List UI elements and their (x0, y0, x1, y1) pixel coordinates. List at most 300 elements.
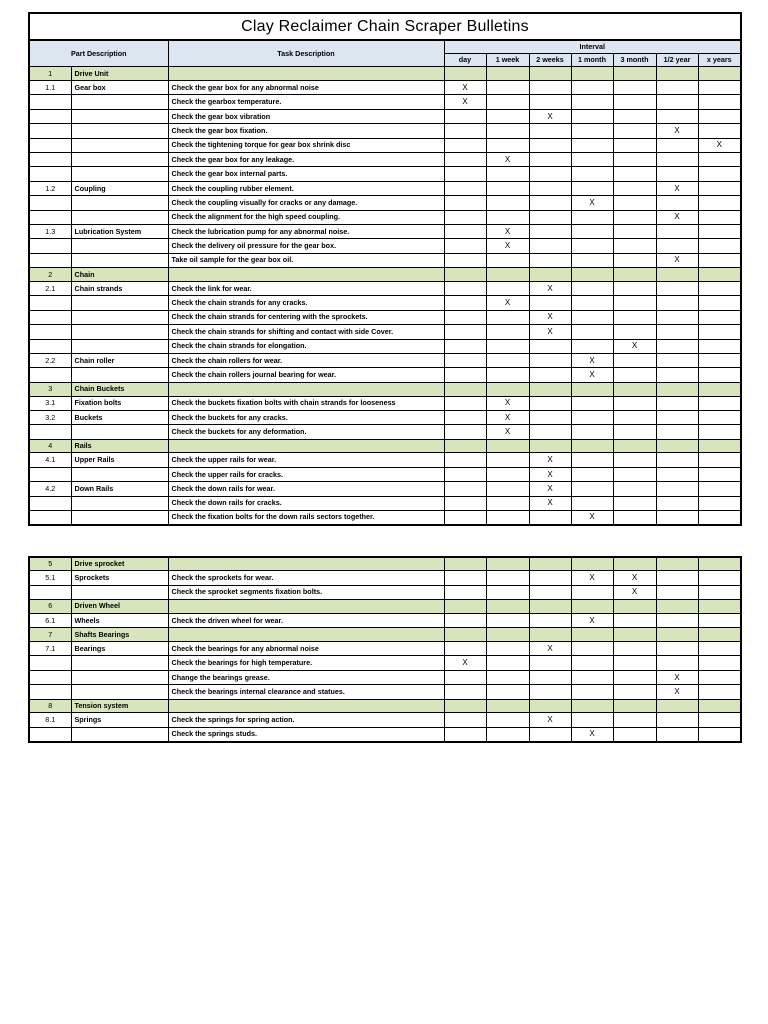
item-number (29, 496, 71, 510)
part-description (71, 325, 168, 339)
interval-cell (571, 339, 613, 353)
part-description (71, 210, 168, 224)
interval-cell (656, 353, 698, 367)
part-description (71, 109, 168, 123)
interval-cell (571, 67, 613, 81)
interval-cell (529, 557, 571, 571)
item-number (29, 253, 71, 267)
interval-cell (698, 167, 741, 181)
interval-cell (444, 585, 486, 599)
item-number (29, 467, 71, 481)
interval-cell (656, 425, 698, 439)
interval-cell (529, 396, 571, 410)
part-description: Fixation bolts (71, 396, 168, 410)
interval-cell (656, 656, 698, 670)
interval-cell (698, 727, 741, 741)
part-description (71, 310, 168, 324)
part-description (71, 339, 168, 353)
interval-cell (529, 210, 571, 224)
interval-cell (529, 382, 571, 396)
interval-cell (529, 425, 571, 439)
interval-cell (656, 368, 698, 382)
interval-cell (698, 181, 741, 195)
interval-cell (444, 153, 486, 167)
interval-cell (571, 81, 613, 95)
part-description (71, 425, 168, 439)
task-description: Check the upper rails for cracks. (168, 467, 444, 481)
table-row (29, 225, 741, 239)
item-number (29, 368, 71, 382)
interval-3-month-header: 3 month (613, 54, 656, 67)
part-description: Bearings (71, 642, 168, 656)
interval-cell (529, 699, 571, 713)
table-row (29, 296, 741, 310)
interval-cell (571, 670, 613, 684)
task-description: Check the driven wheel for wear. (168, 613, 444, 627)
interval-cell (698, 482, 741, 496)
interval-2-weeks-header: 2 weeks (529, 54, 571, 67)
item-number (29, 425, 71, 439)
interval-cell (656, 382, 698, 396)
interval-cell (656, 138, 698, 152)
interval-cell (698, 439, 741, 453)
interval-mark: X (529, 496, 571, 510)
interval-cell (698, 713, 741, 727)
interval-cell (698, 699, 741, 713)
task-description (168, 557, 444, 571)
interval-cell (571, 210, 613, 224)
interval-cell (698, 210, 741, 224)
interval-cell (529, 670, 571, 684)
interval-cell (613, 699, 656, 713)
interval-cell (613, 713, 656, 727)
part-description: Coupling (71, 181, 168, 195)
interval-cell (613, 482, 656, 496)
interval-cell (613, 124, 656, 138)
interval-cell (486, 467, 529, 481)
section-row (29, 600, 741, 614)
item-number: 7 (29, 628, 71, 642)
task-description: Check the gear box fixation. (168, 124, 444, 138)
interval-cell (486, 511, 529, 525)
interval-cell (529, 685, 571, 699)
interval-cell (444, 181, 486, 195)
interval-cell (444, 699, 486, 713)
interval-cell (656, 281, 698, 295)
item-number (29, 656, 71, 670)
task-description (168, 699, 444, 713)
interval-cell (613, 685, 656, 699)
interval-mark: X (698, 138, 741, 152)
interval-cell (698, 353, 741, 367)
interval-mark: X (571, 511, 613, 525)
interval-cell (571, 310, 613, 324)
interval-mark: X (444, 656, 486, 670)
interval-mark: X (656, 685, 698, 699)
item-number (29, 239, 71, 253)
task-description: Check the chain strands for centering with the sprockets. (168, 310, 444, 324)
part-description: Chain roller (71, 353, 168, 367)
task-description (168, 439, 444, 453)
interval-cell (698, 396, 741, 410)
interval-cell (486, 138, 529, 152)
interval-cell (656, 628, 698, 642)
interval-cell (613, 196, 656, 210)
table-row (29, 81, 741, 95)
item-number: 2.1 (29, 281, 71, 295)
task-description: Check the gearbox temperature. (168, 95, 444, 109)
task-description: Check the buckets for any cracks. (168, 410, 444, 424)
interval-cell (613, 167, 656, 181)
interval-mark: X (529, 713, 571, 727)
table-row (29, 482, 741, 496)
part-description-header: Part Description (29, 40, 168, 67)
interval-cell (444, 713, 486, 727)
table-row (29, 181, 741, 195)
interval-cell (698, 310, 741, 324)
table-row (29, 353, 741, 367)
task-description: Check the buckets for any deformation. (168, 425, 444, 439)
interval-cell (529, 368, 571, 382)
interval-cell (698, 511, 741, 525)
interval-cell (698, 67, 741, 81)
interval-cell (529, 353, 571, 367)
interval-cell (656, 339, 698, 353)
interval-cell (529, 225, 571, 239)
part-description (71, 368, 168, 382)
interval-cell (486, 496, 529, 510)
part-description: Drive Unit (71, 67, 168, 81)
interval-mark: X (486, 410, 529, 424)
interval-1-month-header: 1 month (571, 54, 613, 67)
task-description: Check the gear box vibration (168, 109, 444, 123)
interval-mark: X (656, 670, 698, 684)
interval-cell (444, 670, 486, 684)
interval-cell (571, 557, 613, 571)
interval-cell (486, 181, 529, 195)
interval-cell (444, 368, 486, 382)
interval-cell (444, 281, 486, 295)
interval-cell (444, 410, 486, 424)
task-description (168, 628, 444, 642)
part-description: Drive sprocket (71, 557, 168, 571)
task-description: Check the chain strands for shifting and contact with side Cover. (168, 325, 444, 339)
part-description: Springs (71, 713, 168, 727)
interval-cell (571, 425, 613, 439)
interval-cell (444, 138, 486, 152)
item-number (29, 153, 71, 167)
interval-cell (444, 124, 486, 138)
interval-cell (698, 382, 741, 396)
interval-cell (656, 511, 698, 525)
interval-cell (486, 699, 529, 713)
task-description: Check the upper rails for wear. (168, 453, 444, 467)
part-description (71, 585, 168, 599)
interval-cell (486, 613, 529, 627)
interval-cell (698, 613, 741, 627)
interval-cell (444, 239, 486, 253)
table-row (29, 239, 741, 253)
interval-cell (571, 713, 613, 727)
interval-cell (698, 453, 741, 467)
interval-cell (444, 268, 486, 282)
interval-header: Interval (444, 40, 741, 54)
interval-cell (698, 95, 741, 109)
part-description (71, 727, 168, 741)
interval-cell (529, 253, 571, 267)
interval-cell (656, 153, 698, 167)
interval-cell (444, 496, 486, 510)
task-description-header: Task Description (168, 40, 444, 67)
interval-cell (571, 642, 613, 656)
task-description: Check the link for wear. (168, 281, 444, 295)
interval-cell (698, 557, 741, 571)
interval-cell (571, 239, 613, 253)
interval-1-week-header: 1 week (486, 54, 529, 67)
interval-mark: X (529, 642, 571, 656)
item-number: 4.1 (29, 453, 71, 467)
item-number: 5 (29, 557, 71, 571)
item-number: 8 (29, 699, 71, 713)
interval-cell (571, 410, 613, 424)
interval-cell (486, 281, 529, 295)
interval-mark: X (571, 196, 613, 210)
interval-cell (486, 557, 529, 571)
task-description: Check the chain rollers for wear. (168, 353, 444, 367)
interval-cell (613, 368, 656, 382)
interval-cell (444, 396, 486, 410)
item-number (29, 339, 71, 353)
task-description (168, 67, 444, 81)
interval-cell (486, 368, 529, 382)
item-number: 2.2 (29, 353, 71, 367)
interval-cell (529, 239, 571, 253)
section-row (29, 382, 741, 396)
interval-cell (613, 95, 656, 109)
interval-cell (698, 585, 741, 599)
item-number (29, 296, 71, 310)
interval-cell (656, 225, 698, 239)
interval-mark: X (486, 396, 529, 410)
interval-cell (656, 239, 698, 253)
interval-mark: X (656, 253, 698, 267)
interval-cell (656, 496, 698, 510)
interval-cell (613, 225, 656, 239)
interval-cell (698, 670, 741, 684)
interval-cell (486, 600, 529, 614)
task-description: Check the chain strands for elongation. (168, 339, 444, 353)
interval-cell (486, 439, 529, 453)
table-row (29, 325, 741, 339)
interval-cell (529, 439, 571, 453)
interval-cell (444, 67, 486, 81)
interval-cell (698, 642, 741, 656)
interval-cell (486, 325, 529, 339)
interval-mark: X (529, 325, 571, 339)
item-number (29, 325, 71, 339)
interval-cell (613, 396, 656, 410)
interval-cell (613, 325, 656, 339)
interval-cell (571, 138, 613, 152)
item-number (29, 109, 71, 123)
task-description: Check the delivery oil pressure for the gear box. (168, 239, 444, 253)
part-description: Down Rails (71, 482, 168, 496)
interval-mark: X (571, 353, 613, 367)
interval-cell (529, 181, 571, 195)
interval-cell (656, 310, 698, 324)
interval-cell (486, 482, 529, 496)
interval-cell (613, 210, 656, 224)
interval-cell (529, 81, 571, 95)
interval-cell (656, 167, 698, 181)
interval-mark: X (529, 109, 571, 123)
item-number: 1 (29, 67, 71, 81)
interval-cell (656, 585, 698, 599)
part-description: Sprockets (71, 571, 168, 585)
interval-cell (656, 571, 698, 585)
interval-cell (613, 109, 656, 123)
task-description: Change the bearings grease. (168, 670, 444, 684)
interval-cell (486, 339, 529, 353)
table-row (29, 511, 741, 525)
interval-cell (613, 181, 656, 195)
part-description: Chain (71, 268, 168, 282)
interval-mark: X (571, 727, 613, 741)
interval-cell (486, 124, 529, 138)
interval-cell (444, 339, 486, 353)
task-description: Check the sprockets for wear. (168, 571, 444, 585)
task-description: Check the bearings for high temperature. (168, 656, 444, 670)
interval-cell (613, 453, 656, 467)
interval-cell (613, 310, 656, 324)
interval-cell (613, 628, 656, 642)
interval-cell (486, 253, 529, 267)
part-description (71, 153, 168, 167)
interval-cell (613, 296, 656, 310)
part-description: Lubrication System (71, 225, 168, 239)
interval-cell (656, 268, 698, 282)
item-number (29, 727, 71, 741)
table-row (29, 210, 741, 224)
interval-cell (444, 109, 486, 123)
interval-cell (571, 439, 613, 453)
interval-cell (698, 196, 741, 210)
interval-cell (613, 467, 656, 481)
interval-cell (613, 353, 656, 367)
interval-cell (613, 425, 656, 439)
interval-cell (444, 439, 486, 453)
interval-cell (529, 571, 571, 585)
interval-cell (698, 296, 741, 310)
interval-cell (529, 339, 571, 353)
item-number: 3 (29, 382, 71, 396)
interval-cell (698, 685, 741, 699)
interval-mark: X (529, 482, 571, 496)
interval-mark: X (571, 571, 613, 585)
part-description: Buckets (71, 410, 168, 424)
interval-cell (571, 181, 613, 195)
item-number (29, 670, 71, 684)
interval-cell (698, 410, 741, 424)
interval-cell (486, 67, 529, 81)
interval-cell (486, 196, 529, 210)
task-description: Check the gear box internal parts. (168, 167, 444, 181)
interval-cell (656, 467, 698, 481)
interval-cell (529, 628, 571, 642)
interval-cell (529, 410, 571, 424)
interval-cell (486, 656, 529, 670)
interval-cell (656, 67, 698, 81)
interval-cell (571, 382, 613, 396)
interval-cell (444, 511, 486, 525)
title-row (29, 13, 741, 40)
item-number: 3.2 (29, 410, 71, 424)
part-description (71, 685, 168, 699)
table-row (29, 109, 741, 123)
interval-cell (486, 685, 529, 699)
interval-cell (698, 339, 741, 353)
interval-cell (529, 585, 571, 599)
interval-cell (656, 713, 698, 727)
interval-cell (571, 685, 613, 699)
interval-cell (529, 138, 571, 152)
interval-cell (486, 453, 529, 467)
task-description: Check the down rails for wear. (168, 482, 444, 496)
section-row (29, 557, 741, 571)
interval-cell (571, 396, 613, 410)
task-description: Check the alignment for the high speed coupling. (168, 210, 444, 224)
task-description: Check the bearings for any abnormal noise (168, 642, 444, 656)
interval-cell (444, 628, 486, 642)
interval-mark: X (613, 585, 656, 599)
interval-mark: X (486, 225, 529, 239)
interval-cell (444, 225, 486, 239)
interval-mark: X (656, 124, 698, 138)
item-number (29, 167, 71, 181)
interval-cell (698, 628, 741, 642)
task-description: Check the gear box for any abnormal noise (168, 81, 444, 95)
interval-cell (571, 699, 613, 713)
table-row (29, 396, 741, 410)
interval-cell (486, 382, 529, 396)
part-description (71, 124, 168, 138)
task-description: Check the lubrication pump for any abnormal noise. (168, 225, 444, 239)
table-row (29, 585, 741, 599)
interval-cell (698, 600, 741, 614)
item-number (29, 210, 71, 224)
table-row (29, 453, 741, 467)
interval-cell (486, 167, 529, 181)
interval-cell (571, 467, 613, 481)
interval-cell (698, 325, 741, 339)
interval-day-header: day (444, 54, 486, 67)
interval-cell (529, 613, 571, 627)
interval-cell (486, 670, 529, 684)
part-description (71, 239, 168, 253)
interval-cell (613, 253, 656, 267)
table-row (29, 425, 741, 439)
part-description: Rails (71, 439, 168, 453)
interval-cell (613, 656, 656, 670)
interval-cell (613, 382, 656, 396)
part-description (71, 138, 168, 152)
interval-cell (656, 699, 698, 713)
task-description: Take oil sample for the gear box oil. (168, 253, 444, 267)
item-number: 1.1 (29, 81, 71, 95)
interval-cell (486, 585, 529, 599)
task-description (168, 600, 444, 614)
interval-cell (444, 310, 486, 324)
